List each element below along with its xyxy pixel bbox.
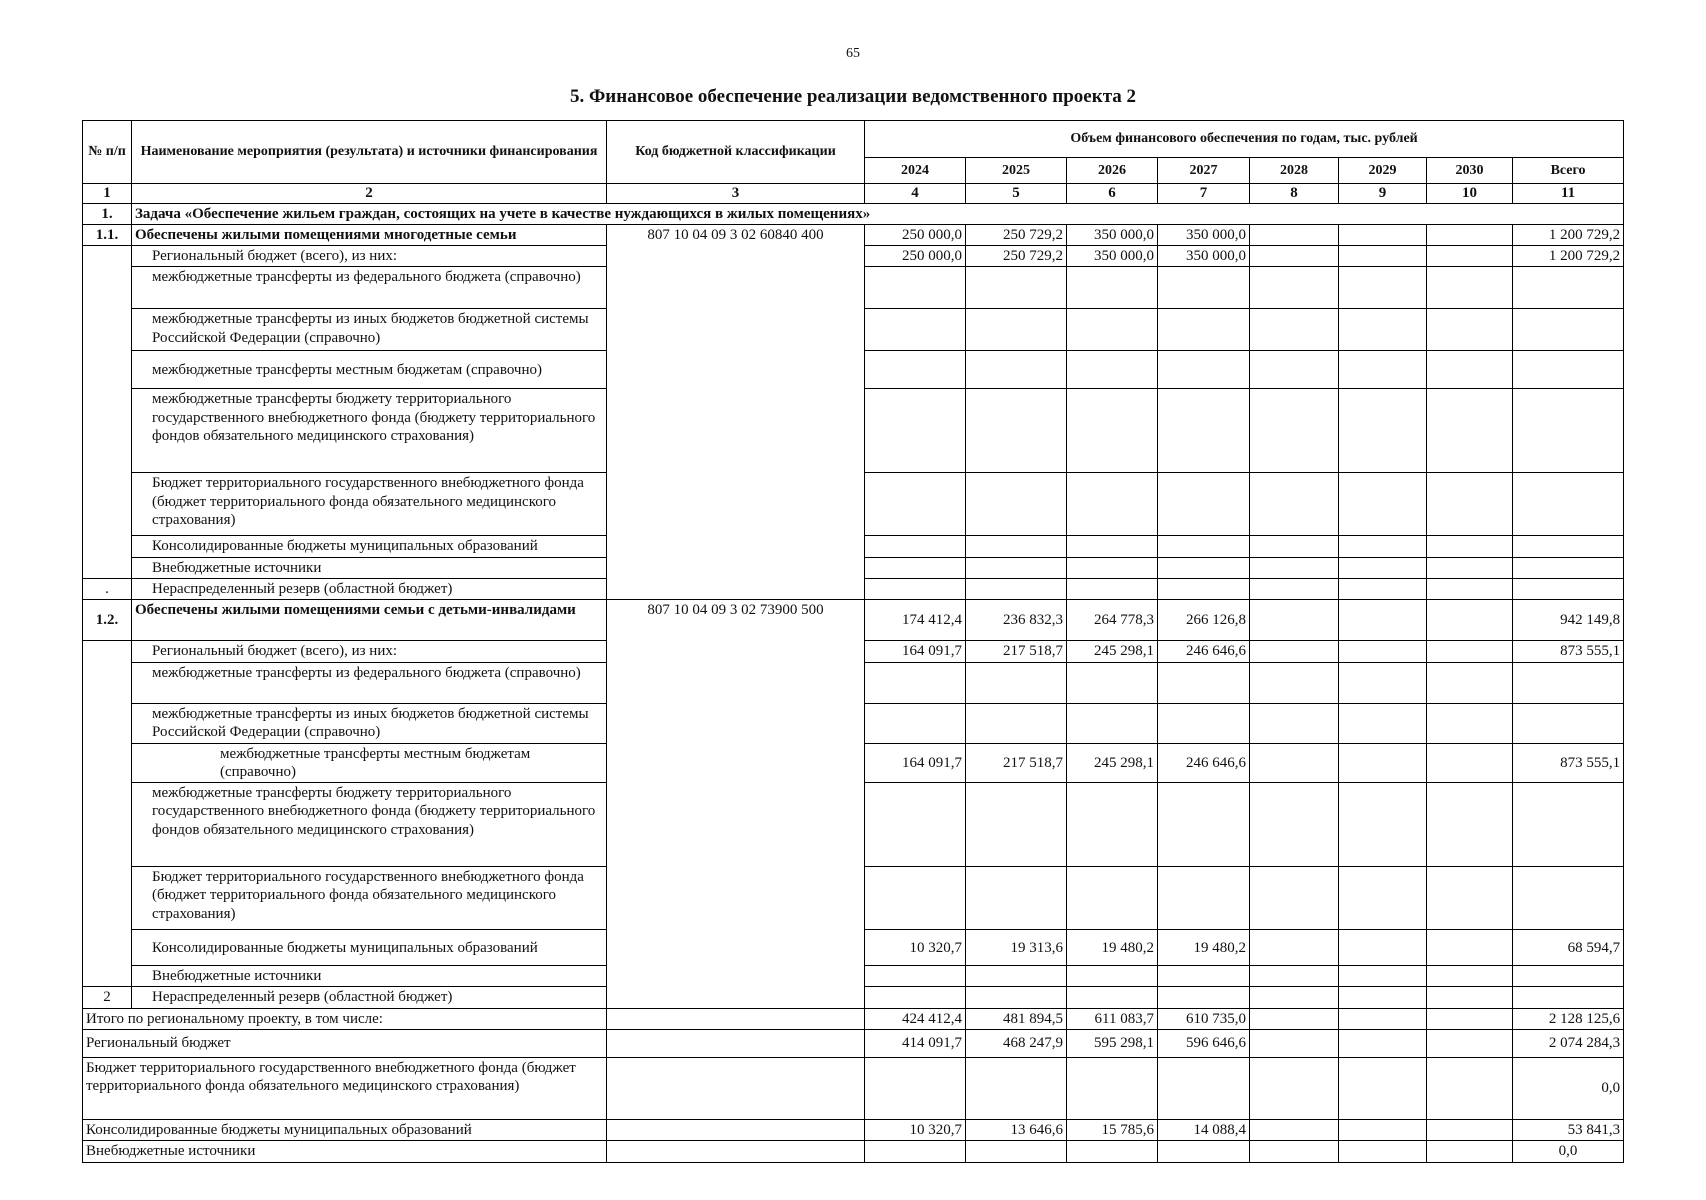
col-number: 3 <box>607 184 865 204</box>
value-cell: 245 298,1 <box>1067 743 1158 783</box>
source-label: Бюджет территориального государственного внебюджетного фонда (бюджет территориального фонда обязательного медицинского страхования) <box>132 473 607 536</box>
value-cell <box>1250 743 1339 783</box>
reserve-num: 2 <box>83 987 132 1008</box>
value-cell <box>1427 930 1513 966</box>
value-cell <box>1339 743 1427 783</box>
reserve-label: Нераспределенный резерв (областной бюджет) <box>132 987 607 1008</box>
value-cell <box>1427 1008 1513 1029</box>
value-cell <box>1250 1030 1339 1058</box>
value-cell <box>865 1058 966 1120</box>
value-cell <box>1427 641 1513 662</box>
value-cell: 236 832,3 <box>966 600 1067 641</box>
value-cell <box>1067 1058 1158 1120</box>
header-year: 2028 <box>1250 158 1339 184</box>
value-cell <box>1427 224 1513 245</box>
value-cell: 468 247,9 <box>966 1030 1067 1058</box>
result-num: 1.1. <box>83 224 132 245</box>
value-cell: 14 088,4 <box>1158 1120 1250 1141</box>
col-number: 7 <box>1158 184 1250 204</box>
value-cell <box>1339 1058 1427 1120</box>
header-year: 2025 <box>966 158 1067 184</box>
source-label: Внебюджетные источники <box>132 557 607 578</box>
value-cell: 873 555,1 <box>1513 641 1624 662</box>
value-cell <box>1250 1141 1339 1162</box>
col-number: 10 <box>1427 184 1513 204</box>
total-label: Бюджет территориального государственного внебюджетного фонда (бюджет территориального фонда обязательного медицинского страхования) <box>83 1058 607 1120</box>
total-row <box>83 1058 1624 1120</box>
value-cell: 350 000,0 <box>1067 246 1158 267</box>
value-cell <box>966 1058 1067 1120</box>
value-cell <box>1427 1141 1513 1162</box>
value-cell <box>865 1141 966 1162</box>
source-label: Консолидированные бюджеты муниципальных образований <box>132 930 607 966</box>
value-cell <box>1427 246 1513 267</box>
value-cell: 424 412,4 <box>865 1008 966 1029</box>
header-code: Код бюджетной классификации <box>607 121 865 184</box>
value-cell: 596 646,6 <box>1158 1030 1250 1058</box>
value-cell: 350 000,0 <box>1158 224 1250 245</box>
value-cell <box>1158 1141 1250 1162</box>
value-cell <box>1250 1058 1339 1120</box>
value-cell: 595 298,1 <box>1067 1030 1158 1058</box>
col-number: 5 <box>966 184 1067 204</box>
value-cell <box>1250 1120 1339 1141</box>
value-cell: 217 518,7 <box>966 743 1067 783</box>
result-num: 1.2. <box>83 600 132 641</box>
col-number: 8 <box>1250 184 1339 204</box>
page-number: 65 <box>846 46 860 61</box>
col-number: 11 <box>1513 184 1624 204</box>
value-cell: 10 320,7 <box>865 930 966 966</box>
total-row <box>83 1008 1624 1029</box>
value-cell: 245 298,1 <box>1067 641 1158 662</box>
value-cell: 250 000,0 <box>865 224 966 245</box>
value-cell: 266 126,8 <box>1158 600 1250 641</box>
value-cell <box>966 1141 1067 1162</box>
source-label: межбюджетные трансферты из федерального бюджета (справочно) <box>132 662 607 703</box>
value-cell <box>1067 1141 1158 1162</box>
value-cell <box>1339 600 1427 641</box>
value-cell: 164 091,7 <box>865 641 966 662</box>
source-label: межбюджетные трансферты местным бюджетам (справочно) <box>132 351 607 389</box>
header-volume: Объем финансового обеспечения по годам, тыс. рублей <box>865 121 1624 158</box>
value-cell: 0,0 <box>1513 1058 1624 1120</box>
value-cell <box>1339 1141 1427 1162</box>
total-label: Итого по региональному проекту, в том числе: <box>83 1008 607 1029</box>
result-name: Обеспечены жилыми помещениями семьи с детьми-инвалидами <box>132 600 607 641</box>
task-text: Задача «Обеспечение жильем граждан, состоящих на учете в качестве нуждающихся в жилых помещениях» <box>132 203 1624 224</box>
value-cell: 68 594,7 <box>1513 930 1624 966</box>
task-num: 1. <box>83 203 132 224</box>
value-cell: 0,0 <box>1513 1141 1624 1162</box>
value-cell: 164 091,7 <box>865 743 966 783</box>
source-label: межбюджетные трансферты местным бюджетам (справочно) <box>132 743 607 783</box>
value-cell: 19 313,6 <box>966 930 1067 966</box>
header-year: 2026 <box>1067 158 1158 184</box>
value-cell: 873 555,1 <box>1513 743 1624 783</box>
value-cell: 264 778,3 <box>1067 600 1158 641</box>
value-cell: 481 894,5 <box>966 1008 1067 1029</box>
value-cell <box>1339 1008 1427 1029</box>
col-number: 6 <box>1067 184 1158 204</box>
header-year: 2029 <box>1339 158 1427 184</box>
value-cell <box>1427 1058 1513 1120</box>
result-row <box>83 224 1624 245</box>
value-cell: 217 518,7 <box>966 641 1067 662</box>
header-name: Наименование мероприятия (результата) и источники финансирования <box>132 121 607 184</box>
value-cell: 19 480,2 <box>1067 930 1158 966</box>
value-cell: 15 785,6 <box>1067 1120 1158 1141</box>
value-cell: 350 000,0 <box>1158 246 1250 267</box>
total-label: Консолидированные бюджеты муниципальных образований <box>83 1120 607 1141</box>
value-cell <box>1427 600 1513 641</box>
result-name: Обеспечены жилыми помещениями многодетные семьи <box>132 224 607 245</box>
header-year: 2024 <box>865 158 966 184</box>
value-cell <box>1158 1058 1250 1120</box>
source-label: межбюджетные трансферты из иных бюджетов бюджетной системы Российской Федерации (справочно) <box>132 309 607 351</box>
value-cell <box>1250 930 1339 966</box>
total-label: Внебюджетные источники <box>83 1141 607 1162</box>
value-cell: 610 735,0 <box>1158 1008 1250 1029</box>
value-cell: 250 729,2 <box>966 246 1067 267</box>
header-year: 2027 <box>1158 158 1250 184</box>
budget-code: 807 10 04 09 3 02 60840 400 <box>607 224 865 599</box>
value-cell: 350 000,0 <box>1067 224 1158 245</box>
source-label: Консолидированные бюджеты муниципальных образований <box>132 536 607 557</box>
value-cell <box>1427 1030 1513 1058</box>
header-num: № п/п <box>83 121 132 184</box>
budget-code: 807 10 04 09 3 02 73900 500 <box>607 600 865 1008</box>
value-cell <box>1427 1120 1513 1141</box>
value-cell <box>1339 930 1427 966</box>
source-label: межбюджетные трансферты из иных бюджетов бюджетной системы Российской Федерации (справочно) <box>132 703 607 743</box>
total-row <box>83 1030 1624 1058</box>
source-label: Региональный бюджет (всего), из них: <box>132 246 607 267</box>
source-label: межбюджетные трансферты бюджету территориального государственного внебюджетного фонда (бюджету территориального фондов обязательного медицинского страхования) <box>132 389 607 473</box>
value-cell <box>1250 641 1339 662</box>
header-year: 2030 <box>1427 158 1513 184</box>
value-cell: 10 320,7 <box>865 1120 966 1141</box>
value-cell: 414 091,7 <box>865 1030 966 1058</box>
value-cell: 174 412,4 <box>865 600 966 641</box>
document-title: 5. Финансовое обеспечение реализации ведомственного проекта 2 <box>569 86 1137 107</box>
source-label: межбюджетные трансферты из федерального бюджета (справочно) <box>132 267 607 309</box>
result-row <box>83 600 1624 641</box>
num-blank <box>83 246 132 579</box>
value-cell: 942 149,8 <box>1513 600 1624 641</box>
value-cell <box>1250 224 1339 245</box>
value-cell: 2 074 284,3 <box>1513 1030 1624 1058</box>
source-label: Внебюджетные источники <box>132 966 607 987</box>
value-cell <box>1427 743 1513 783</box>
value-cell: 2 128 125,6 <box>1513 1008 1624 1029</box>
value-cell <box>1339 246 1427 267</box>
source-label: межбюджетные трансферты бюджету территориального государственного внебюджетного фонда (бюджету территориального фондов обязательного медицинского страхования) <box>132 783 607 867</box>
value-cell <box>1250 600 1339 641</box>
value-cell <box>1250 246 1339 267</box>
reserve-label: Нераспределенный резерв (областной бюджет) <box>132 578 607 599</box>
value-cell <box>1339 641 1427 662</box>
col-number: 1 <box>83 184 132 204</box>
value-cell: 246 646,6 <box>1158 641 1250 662</box>
value-cell: 53 841,3 <box>1513 1120 1624 1141</box>
value-cell <box>1339 1030 1427 1058</box>
value-cell: 250 000,0 <box>865 246 966 267</box>
total-label: Региональный бюджет <box>83 1030 607 1058</box>
col-number: 2 <box>132 184 607 204</box>
reserve-num: . <box>83 578 132 599</box>
total-row <box>83 1141 1624 1162</box>
value-cell: 250 729,2 <box>966 224 1067 245</box>
source-label: Бюджет территориального государственного внебюджетного фонда (бюджет территориального фонда обязательного медицинского страхования) <box>132 867 607 930</box>
value-cell: 611 083,7 <box>1067 1008 1158 1029</box>
value-cell <box>1250 1008 1339 1029</box>
num-blank <box>83 641 132 987</box>
financing-table <box>82 120 1624 1163</box>
col-number: 9 <box>1339 184 1427 204</box>
header-total: Всего <box>1513 158 1624 184</box>
col-number: 4 <box>865 184 966 204</box>
value-cell: 13 646,6 <box>966 1120 1067 1141</box>
total-row <box>83 1120 1624 1141</box>
value-cell: 1 200 729,2 <box>1513 224 1624 245</box>
value-cell: 1 200 729,2 <box>1513 246 1624 267</box>
value-cell <box>1339 1120 1427 1141</box>
value-cell: 19 480,2 <box>1158 930 1250 966</box>
value-cell <box>1339 224 1427 245</box>
source-label: Региональный бюджет (всего), из них: <box>132 641 607 662</box>
value-cell: 246 646,6 <box>1158 743 1250 783</box>
task-row <box>83 203 1624 224</box>
